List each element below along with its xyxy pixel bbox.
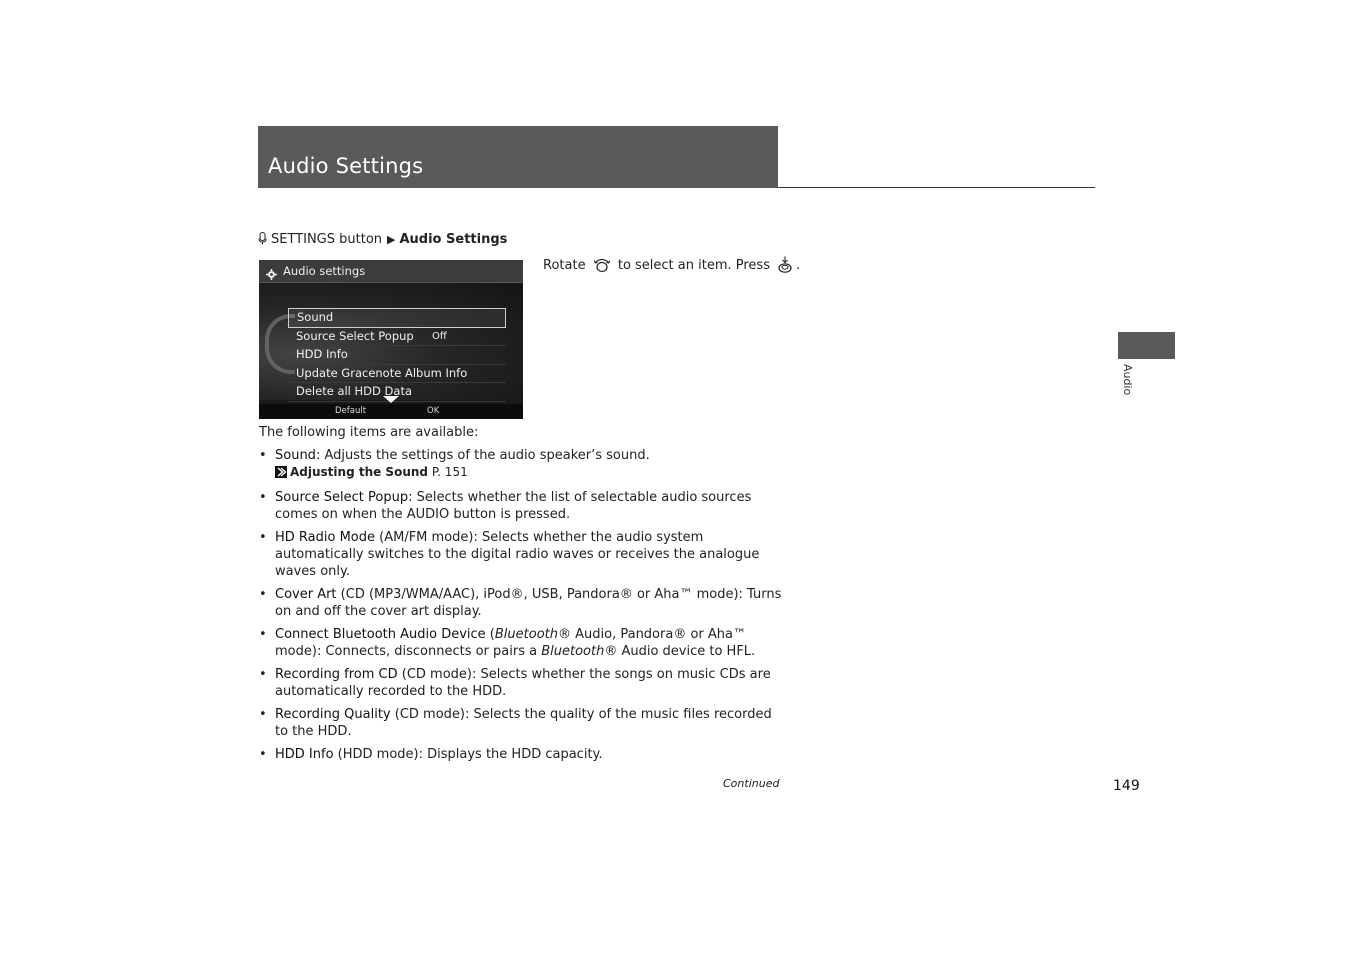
menu-item-sound[interactable] bbox=[288, 308, 506, 328]
item-desc: (CD (MP3/WMA/AAC), iPod®, USB, Pandora® or Aha™ mode): Turns on and off the cover art display. bbox=[275, 587, 782, 619]
list-item bbox=[259, 666, 784, 700]
breadcrumb bbox=[258, 232, 507, 249]
audio-settings-screenshot bbox=[259, 260, 523, 419]
list-item bbox=[259, 706, 784, 740]
item-term: Recording from CD bbox=[275, 667, 398, 682]
list-item bbox=[259, 746, 784, 763]
menu-item-label: HDD Info bbox=[296, 347, 348, 361]
page-number: 149 bbox=[1113, 778, 1140, 794]
list-item bbox=[259, 447, 784, 483]
item-desc-italic: Bluetooth bbox=[541, 644, 605, 659]
breadcrumb-arrow-icon: ▶ bbox=[387, 233, 396, 246]
item-desc-italic: Bluetooth bbox=[494, 627, 558, 642]
menu-item-label: Delete all HDD Data bbox=[296, 384, 413, 398]
item-list bbox=[259, 447, 784, 769]
microphone-icon bbox=[258, 232, 267, 249]
menu-item-hdd-info[interactable] bbox=[288, 346, 506, 365]
menu-item-value: Off bbox=[432, 330, 447, 342]
menu-item-source-select-popup[interactable] bbox=[288, 328, 506, 347]
breadcrumb-step-settings: SETTINGS button bbox=[271, 232, 383, 247]
instruction-text bbox=[543, 256, 800, 277]
side-tab-label: Audio bbox=[1121, 364, 1134, 396]
press-knob-icon bbox=[777, 256, 793, 277]
list-item bbox=[259, 489, 784, 523]
screen-menu bbox=[288, 308, 506, 402]
item-term: HDD Info bbox=[275, 747, 334, 762]
instruction-part: to select an item. Press bbox=[617, 258, 770, 273]
item-term: Cover Art bbox=[275, 587, 337, 602]
list-item bbox=[259, 626, 784, 660]
bullet: • bbox=[259, 530, 267, 545]
ok-button[interactable]: OK bbox=[427, 406, 440, 416]
menu-item-label: Update Gracenote Album Info bbox=[296, 365, 468, 380]
bullet: • bbox=[259, 707, 267, 722]
item-term: Recording Quality bbox=[275, 707, 391, 722]
list-item bbox=[259, 529, 784, 580]
cross-reference[interactable] bbox=[275, 464, 784, 483]
default-button[interactable]: Default bbox=[335, 406, 367, 416]
continued-label: Continued bbox=[723, 777, 780, 790]
intro-text: The following items are available: bbox=[259, 425, 479, 440]
menu-item-label: Source Select Popup bbox=[296, 328, 414, 343]
instruction-part: . bbox=[796, 258, 801, 273]
item-term: Connect Bluetooth Audio Device bbox=[275, 627, 486, 642]
cross-reference-page: P. 151 bbox=[428, 465, 468, 479]
gear-icon bbox=[266, 265, 277, 276]
instruction-part: Rotate bbox=[543, 258, 586, 273]
bullet: • bbox=[259, 747, 267, 762]
item-desc: Selects whether the list of selectable audio sources comes on when the AUDIO button is pressed. bbox=[275, 490, 752, 522]
item-term: Source Select Popup: bbox=[275, 490, 413, 505]
cross-reference-title: Adjusting the Sound bbox=[290, 465, 428, 479]
item-desc: (AM/FM mode): Selects whether the audio system automatically switches to the digital radio waves or receives the analogue waves only. bbox=[275, 530, 760, 579]
bullet: • bbox=[259, 448, 267, 463]
screen-title: Audio settings bbox=[283, 264, 366, 278]
bullet: • bbox=[259, 667, 267, 682]
bullet: • bbox=[259, 587, 267, 602]
bullet: • bbox=[259, 490, 267, 505]
item-desc: ® Audio device to HFL. bbox=[604, 644, 756, 659]
side-tab[interactable] bbox=[1118, 332, 1175, 359]
item-desc: ® Audio, Pandora® or Aha™ mode): Connects, disconnects or pairs a bbox=[275, 627, 746, 659]
list-item bbox=[259, 586, 784, 620]
menu-item-label: Sound bbox=[297, 310, 334, 324]
item-desc: : Adjusts the settings of the audio speaker’s sound. bbox=[315, 448, 650, 463]
screen-header bbox=[259, 260, 523, 283]
title-rule bbox=[778, 187, 1095, 188]
bullet: • bbox=[259, 627, 267, 642]
item-desc: (HDD mode): Displays the HDD capacity. bbox=[333, 747, 603, 762]
item-desc: (CD mode): Selects the quality of the music files recorded to the HDD. bbox=[275, 707, 772, 739]
page-title: Audio Settings bbox=[268, 154, 424, 178]
breadcrumb-step-audio-settings: Audio Settings bbox=[399, 232, 508, 247]
item-desc: ( bbox=[485, 627, 495, 642]
scroll-down-icon[interactable] bbox=[383, 396, 399, 403]
rotate-knob-icon bbox=[593, 257, 611, 277]
item-term: Sound bbox=[275, 448, 316, 463]
section-title-bar bbox=[258, 126, 778, 188]
item-term: HD Radio Mode bbox=[275, 530, 376, 545]
cross-reference-icon bbox=[275, 466, 287, 483]
screen-footer bbox=[259, 404, 523, 419]
item-desc: (CD mode): Selects whether the songs on music CDs are automatically recorded to the HDD. bbox=[275, 667, 771, 699]
menu-item-update-gracenote[interactable] bbox=[288, 365, 506, 384]
